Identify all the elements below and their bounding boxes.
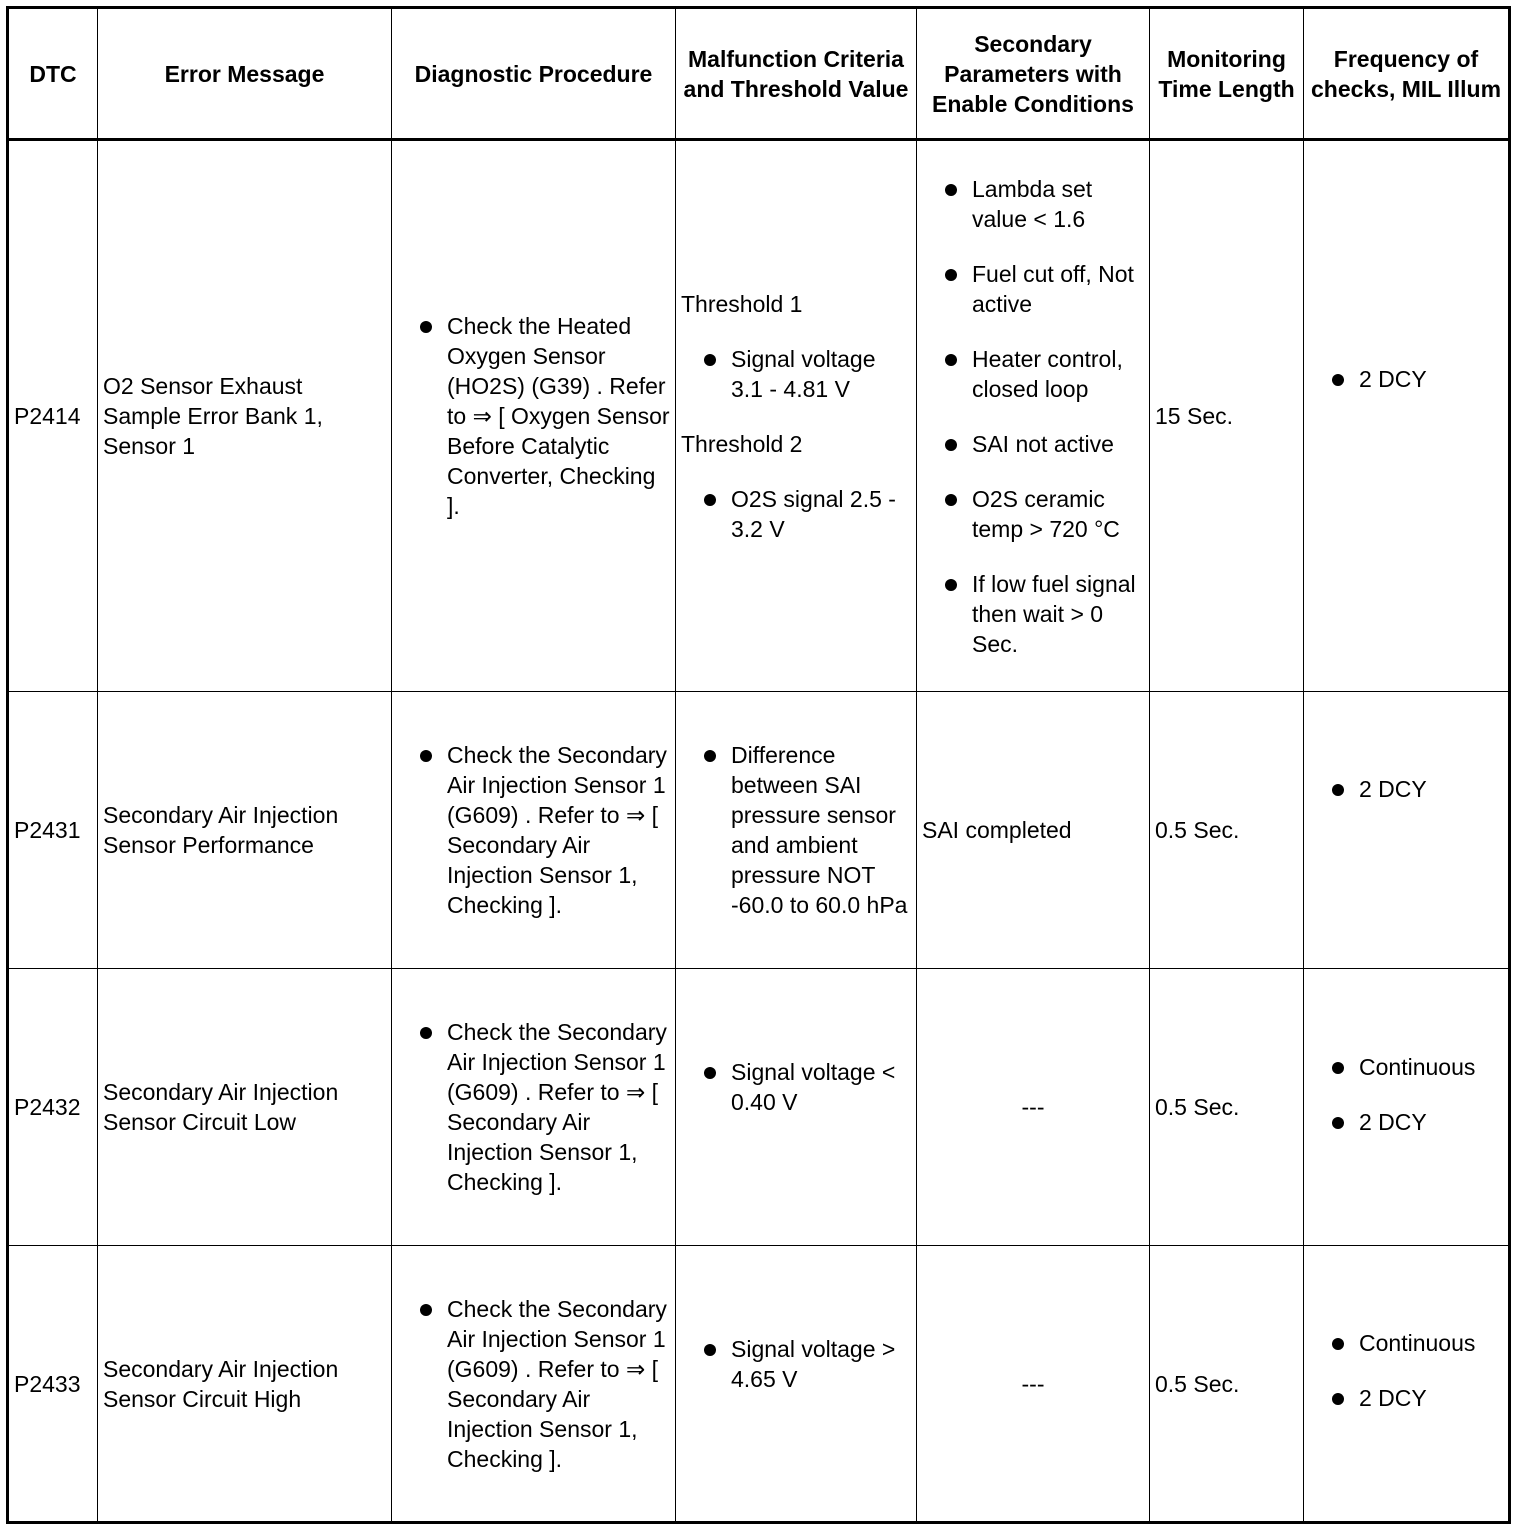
header-secondary-parameters: Secondary Parameters with Enable Conditions <box>917 8 1150 140</box>
header-dtc: DTC <box>8 8 98 140</box>
monitoring-time: 0.5 Sec. <box>1150 692 1304 969</box>
criteria-item: Difference between SAI pressure sensor and ambient pressure NOT -60.0 to 60.0 hPa <box>681 740 911 920</box>
frequency-item: 2 DCY <box>1309 774 1503 804</box>
secondary-parameters: SAI completed <box>917 692 1150 969</box>
malfunction-criteria <box>676 692 917 969</box>
secondary-parameters <box>917 140 1150 692</box>
error-message: Secondary Air Injection Sensor Circuit High <box>98 1246 392 1523</box>
secondary-parameters: --- <box>917 1246 1150 1523</box>
diagnostic-procedure <box>392 140 676 692</box>
procedure-item: Check the Heated Oxygen Sensor (HO2S) (G39) . Refer to ⇒ [ Oxygen Sensor Before Catalytic Converter, Checking ]. <box>397 311 670 521</box>
frequency <box>1304 692 1510 969</box>
dtc-table <box>6 6 1511 1524</box>
error-message: O2 Sensor Exhaust Sample Error Bank 1, Sensor 1 <box>98 140 392 692</box>
dtc-code: P2432 <box>8 969 98 1246</box>
procedure-item: Check the Secondary Air Injection Sensor 1 (G609) . Refer to ⇒ [ Secondary Air Injection Sensor 1, Checking ]. <box>397 1017 670 1197</box>
monitoring-time: 15 Sec. <box>1150 140 1304 692</box>
threshold-2-label: Threshold 2 <box>681 430 803 457</box>
header-row <box>8 8 1510 140</box>
secondary-item: O2S ceramic temp > 720 °C <box>922 484 1144 544</box>
header-diagnostic-procedure: Diagnostic Procedure <box>392 8 676 140</box>
table-row <box>8 969 1510 1246</box>
procedure-item: Check the Secondary Air Injection Sensor 1 (G609) . Refer to ⇒ [ Secondary Air Injection Sensor 1, Checking ]. <box>397 1294 670 1474</box>
header-error-message: Error Message <box>98 8 392 140</box>
threshold-2-item: O2S signal 2.5 - 3.2 V <box>681 484 911 544</box>
header-monitoring-time: Monitoring Time Length <box>1150 8 1304 140</box>
error-message: Secondary Air Injection Sensor Performance <box>98 692 392 969</box>
header-frequency: Frequency of checks, MIL Illum <box>1304 8 1510 140</box>
diagnostic-procedure <box>392 1246 676 1523</box>
frequency-item: 2 DCY <box>1309 364 1503 394</box>
threshold-1-label: Threshold 1 <box>681 290 803 317</box>
procedure-item: Check the Secondary Air Injection Sensor 1 (G609) . Refer to ⇒ [ Secondary Air Injection Sensor 1, Checking ]. <box>397 740 670 920</box>
frequency <box>1304 1246 1510 1523</box>
frequency-item: 2 DCY <box>1309 1107 1503 1137</box>
secondary-item: Fuel cut off, Not active <box>922 259 1144 319</box>
secondary-parameters: --- <box>917 969 1150 1246</box>
secondary-item: SAI not active <box>922 429 1144 459</box>
dtc-code: P2414 <box>8 140 98 692</box>
header-malfunction-criteria: Malfunction Criteria and Threshold Value <box>676 8 917 140</box>
malfunction-criteria <box>676 1246 917 1523</box>
error-message: Secondary Air Injection Sensor Circuit Low <box>98 969 392 1246</box>
table-row <box>8 140 1510 692</box>
dtc-code: P2431 <box>8 692 98 969</box>
table-row <box>8 692 1510 969</box>
diagnostic-procedure <box>392 969 676 1246</box>
table-row <box>8 1246 1510 1523</box>
frequency-item: 2 DCY <box>1309 1383 1503 1413</box>
malfunction-criteria <box>676 140 917 692</box>
secondary-item: If low fuel signal then wait > 0 Sec. <box>922 569 1144 659</box>
monitoring-time: 0.5 Sec. <box>1150 1246 1304 1523</box>
malfunction-criteria <box>676 969 917 1246</box>
dtc-code: P2433 <box>8 1246 98 1523</box>
secondary-item: Lambda set value < 1.6 <box>922 174 1144 234</box>
secondary-item: Heater control, closed loop <box>922 344 1144 404</box>
frequency-item: Continuous <box>1309 1052 1503 1082</box>
threshold-1-item: Signal voltage 3.1 - 4.81 V <box>681 344 911 404</box>
monitoring-time: 0.5 Sec. <box>1150 969 1304 1246</box>
diagnostic-procedure <box>392 692 676 969</box>
frequency <box>1304 140 1510 692</box>
frequency <box>1304 969 1510 1246</box>
frequency-item: Continuous <box>1309 1328 1503 1358</box>
criteria-item: Signal voltage > 4.65 V <box>681 1334 911 1394</box>
criteria-item: Signal voltage < 0.40 V <box>681 1057 911 1117</box>
